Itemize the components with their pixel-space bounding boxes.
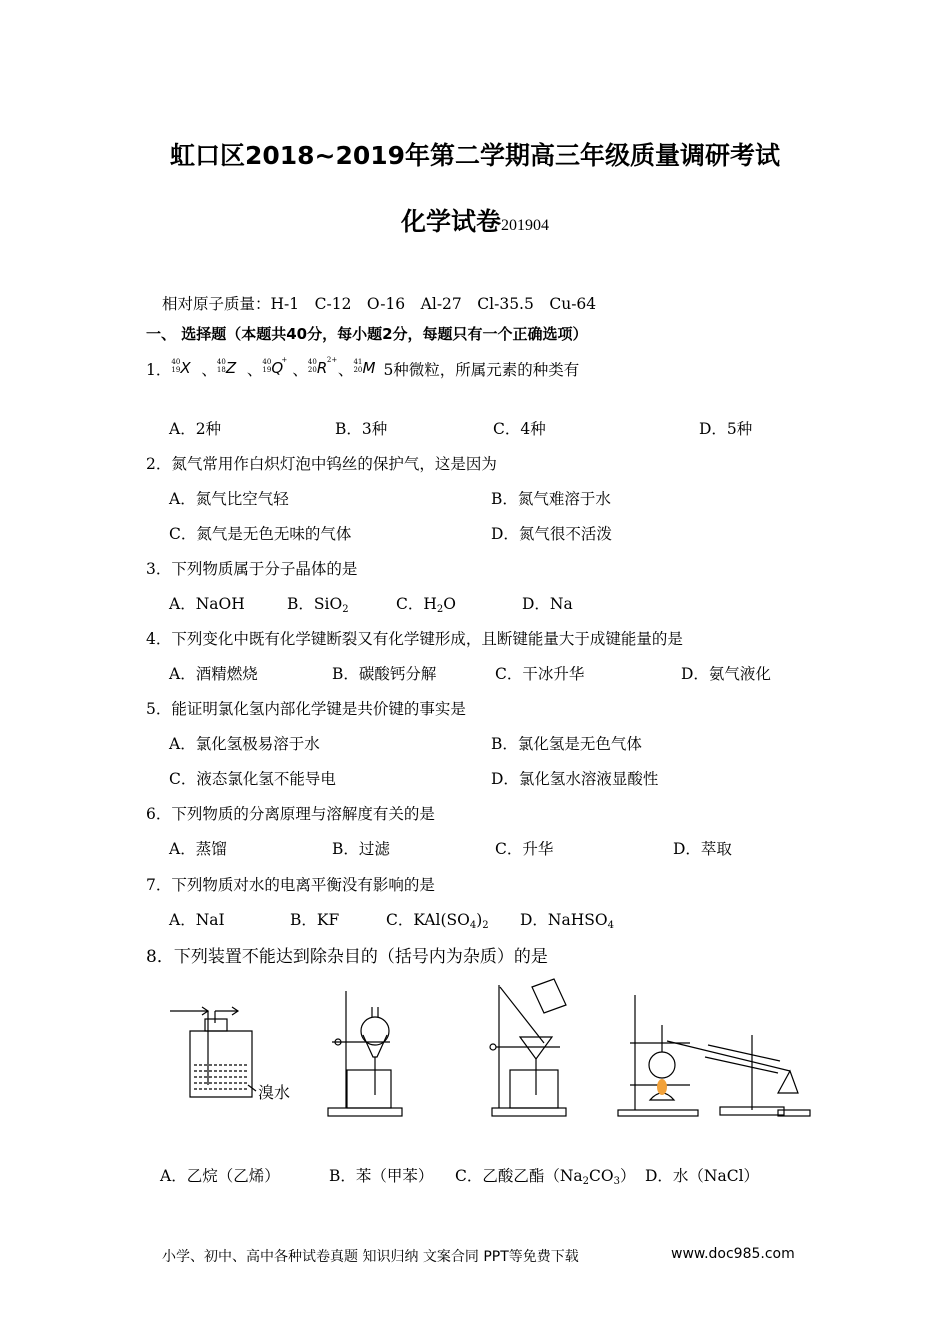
distillation-setup [618,995,810,1116]
bromine-water-label: 溴水 [258,1083,291,1102]
q8-option-a: A．乙烷（乙烯） [160,1167,280,1185]
footer-text: 小学、初中、高中各种试卷真题 知识归纳 文案合同 PPT等免费下载 [162,1249,579,1265]
flame-icon [657,1079,667,1095]
isotope-z: 19 [262,366,272,374]
q7-option-c [386,908,489,931]
q7-option-d [520,908,614,931]
q7-option-a: A．NaI [169,911,225,929]
q3-b-text: B．SiO [287,595,343,613]
isotope-symbol: Z [225,359,237,377]
subscript: 2 [342,604,349,615]
isotope-symbol: M [362,359,376,377]
section-heading: 一、 选择题（本题共40分，每小题2分，每题只有一个正确选项） [146,325,588,343]
subscript: 4 [469,920,477,931]
q1-option-a: A．2种 [169,420,222,438]
q2-option-c: C．氮气是无色无味的气体 [169,525,352,543]
isotope-z: 20 [307,366,317,374]
q6-option-b: B．过滤 [332,840,390,858]
isotope-z-el [217,359,247,383]
separator: 、 [201,361,217,379]
isotope-mass: 40 [262,358,272,366]
gas-washing-bottle [170,1007,256,1097]
q5-option-b: B．氯化氢是无色气体 [491,735,642,753]
q4-option-c: C．干冰升华 [495,665,585,683]
q1-option-c: C．4种 [493,420,546,438]
question-5: 5．能证明氯化氢内部化学键是共价键的事实是 [146,700,466,718]
q5-option-c: C．液态氯化氢不能导电 [169,770,336,788]
q1-option-b: B．3种 [335,420,388,438]
isotope-z: 19 [171,366,181,374]
atomic-mass-line: 相对原子质量：H-1 C-12 O-16 Al-27 Cl-35.5 Cu-64 [162,295,597,313]
q8-option-d: D．水（NaCl） [645,1167,760,1185]
q3-option-b [287,592,349,615]
separator: 、 [246,361,263,379]
question-1 [146,358,579,383]
question-6: 6．下列物质的分离原理与溶解度有关的是 [146,805,435,823]
q2-option-a: A．氮气比空气轻 [169,490,289,508]
isotope-symbol: X [180,359,191,377]
q1-number: 1． [146,361,172,379]
q4-option-b: B．碳酸钙分解 [332,665,437,683]
isotope-z: 18 [216,366,226,374]
exam-subtitle [0,202,950,238]
subscript: 2 [482,920,489,931]
q7-d-text: D．NaHSO [520,911,608,929]
isotope-r [307,356,338,383]
footer-url[interactable]: www.doc985.com [671,1246,795,1262]
q1-option-d: D．5种 [699,420,753,438]
separatory-funnel-stand [328,991,402,1116]
isotope-charge: + [281,356,288,364]
subscript: 2 [582,1176,590,1187]
q6-option-c: C．升华 [495,840,554,858]
subscript: 2 [436,604,444,615]
subscript: 3 [613,1176,620,1187]
q5-option-d: D．氯化氢水溶液显酸性 [491,770,659,788]
subject-title: 化学试卷 [400,207,501,236]
q3-c-text: C．H [396,595,437,613]
question-4: 4．下列变化中既有化学键断裂又有化学键形成，且断键能量大于成键能量的是 [146,630,683,648]
isotope-x [171,359,201,383]
isotope-m [353,359,383,383]
isotope-z: 20 [353,366,363,374]
q6-option-d: D．萃取 [673,840,732,858]
q3-option-c [396,592,456,615]
q6-option-a: A．蒸馏 [169,840,227,858]
q7-option-b: B．KF [290,911,340,929]
q8-option-b: B．苯（甲苯） [329,1167,434,1185]
q3-option-d: D．Na [522,595,573,613]
filtration-setup [490,979,566,1116]
q8-c-text: C．乙酸乙酯（Na [455,1167,583,1185]
question-2: 2．氮气常用作白炽灯泡中钨丝的保护气，这是因为 [146,455,497,473]
q3-c-text-end: O [443,595,456,613]
subscript: 4 [607,920,614,931]
q8-c-mid: CO [589,1167,614,1185]
separator: 、 [337,361,354,379]
apparatus-figure [160,975,840,1125]
question-8: 8．下列装置不能达到除杂目的（括号内为杂质）的是 [146,947,548,967]
q2-option-d: D．氮气很不活泼 [491,525,612,543]
q8-c-end: ） [620,1167,636,1185]
q8-option-c [455,1164,636,1187]
question-3: 3．下列物质属于分子晶体的是 [146,560,358,578]
q4-option-a: A．酒精燃烧 [169,665,258,683]
isotope-mass: 40 [307,358,317,366]
q7-c-paren: ) [476,911,483,929]
isotope-charge: 2+ [326,356,338,364]
isotope-mass: 40 [216,358,226,366]
question-7: 7．下列物质对水的电离平衡没有影响的是 [146,876,435,894]
isotope-mass: 40 [171,358,181,366]
separator: 、 [292,361,308,379]
exam-code: 201904 [501,217,549,234]
q5-option-a: A．氯化氢极易溶于水 [169,735,320,753]
exam-title: 虹口区2018~2019年第二学期高三年级质量调研考试 [169,141,781,170]
isotope-q [262,356,292,383]
q7-c-text: C．KAl(SO [386,911,470,929]
isotope-mass: 41 [353,358,363,366]
q2-option-b: B．氮气难溶于水 [491,490,611,508]
q4-option-d: D．氨气液化 [681,665,771,683]
isotope-symbol: R [316,359,328,377]
q3-option-a: A．NaOH [169,595,245,613]
q1-stem: 5种微粒，所属元素的种类有 [383,361,580,379]
isotope-symbol: Q [271,359,284,377]
